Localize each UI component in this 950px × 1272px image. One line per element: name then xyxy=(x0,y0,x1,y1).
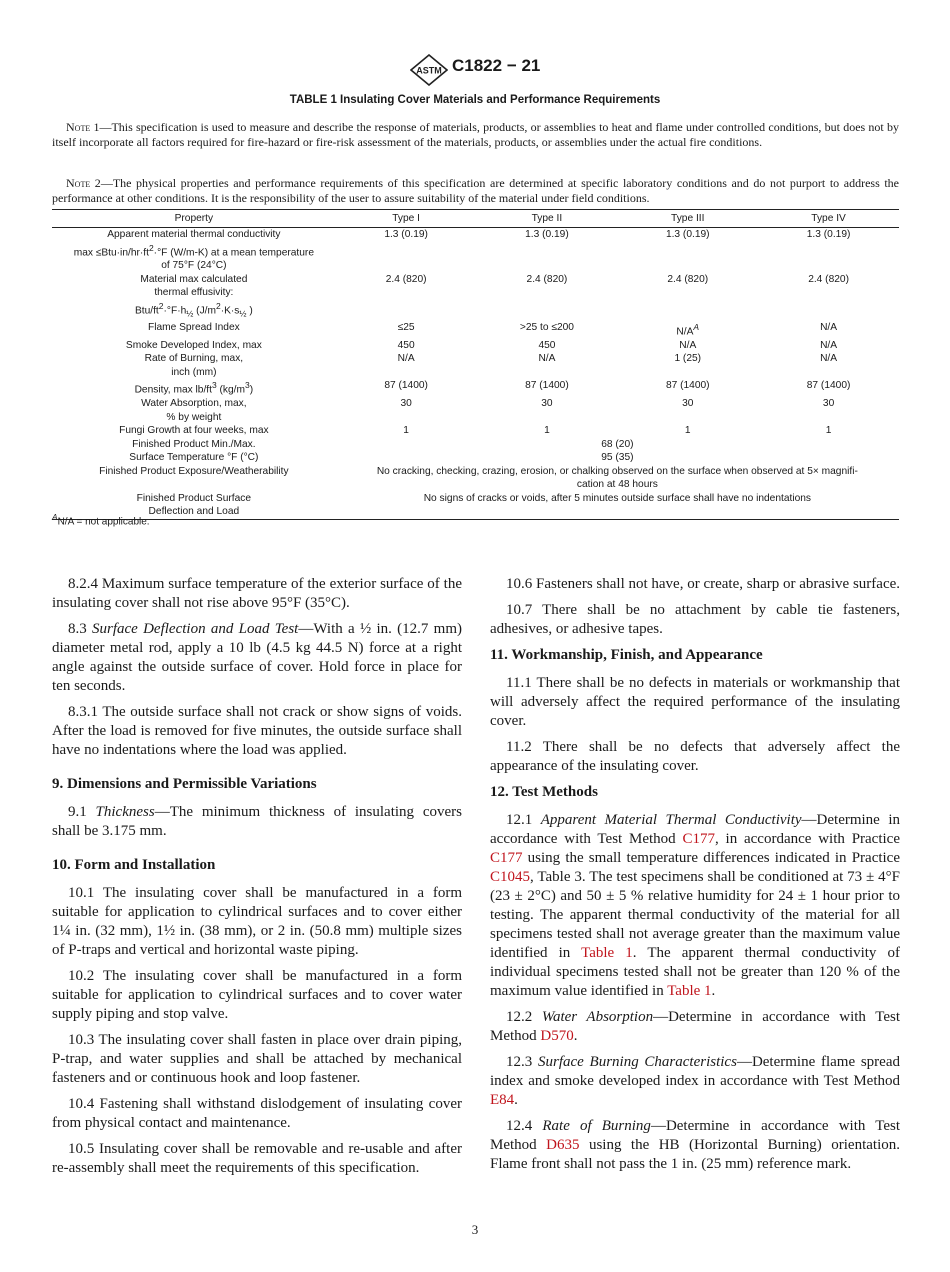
value-cell: 1.3 (0.19) xyxy=(525,229,569,240)
text-fragment: ·°F·h xyxy=(163,305,187,317)
value-cell: N/A xyxy=(820,353,838,365)
value-cell: 1 xyxy=(403,425,409,437)
text-fragment: . xyxy=(711,983,716,999)
table-row xyxy=(52,352,899,379)
value-cell-span: No signs of cracks or voids, after 5 minutes outside surface shall have no indentations xyxy=(423,492,812,504)
text-fragment: ·K·s xyxy=(220,305,240,317)
property-cell: Smoke Developed Index, max xyxy=(125,339,262,351)
value-cell: 87 (1400) xyxy=(806,380,851,392)
paragraph-10-2: 10.2 The insulating cover shall be manufactured in a form suitable for application to cylindrical surfaces and to cover water supply piping and stop valve. xyxy=(52,968,462,1022)
right-column xyxy=(490,575,900,1181)
col-header-property: Property xyxy=(174,213,214,225)
col-header-type-4: Type IV xyxy=(811,213,846,225)
table-row xyxy=(52,424,899,438)
paragraph-11-2: 11.2 There shall be no defects that adversely affect the appearance of the insulating cover. xyxy=(490,739,900,774)
value-cell: 1.3 (0.19) xyxy=(384,229,428,240)
document-designation: C1822 − 21 xyxy=(452,56,541,75)
value-cell: 1.3 (0.19) xyxy=(665,229,710,240)
section-heading-11: 11. Workmanship, Finish, and Appearance xyxy=(490,647,763,663)
text-fragment: —Determine in accordance with Test Method xyxy=(490,812,901,847)
col-header-type-1: Type I xyxy=(392,213,420,225)
paragraph-10-4: 10.4 Fastening shall withstand dislodgement of insulating cover from physical contact and maintenance. xyxy=(52,1096,462,1131)
section-heading-10: 10. Form and Installation xyxy=(52,857,216,873)
text-fragment: ) xyxy=(246,305,253,317)
value-cell: 87 (1400) xyxy=(525,380,569,392)
value-cell: 450 xyxy=(397,339,415,351)
text-fragment: max ≤Btu·in/hr·ft xyxy=(73,246,149,258)
property-cell: Flame Spread Index xyxy=(147,321,240,333)
table-row xyxy=(52,273,899,321)
paragraph-12-2 xyxy=(490,1008,900,1046)
table-row xyxy=(52,465,899,492)
property-line: % by weight xyxy=(166,411,222,423)
property-cell xyxy=(52,228,336,273)
paragraph-8-2-4: 8.2.4 Maximum surface temperature of the exterior surface of the insulating cover shall not rise above 95°F (35°C). xyxy=(52,576,462,611)
property-line: Deflection and Load xyxy=(148,506,240,518)
value-cell: >25 to ≤200 xyxy=(519,321,574,333)
spec-table xyxy=(52,209,899,520)
section-term: Surface Deflection and Load Test xyxy=(92,621,299,637)
table-header-row xyxy=(52,210,899,228)
text-fragment: in. (12.7 mm) diameter metal rod, apply a 10 lb (4.5 kg 44.5 N) force at a right angle against the outside surface of cover. Hold force in place for ten seconds. xyxy=(52,621,462,694)
property-cell xyxy=(52,273,336,321)
value-cell: 450 xyxy=(538,339,556,351)
property-cell xyxy=(52,379,336,397)
paragraph-8-3 xyxy=(52,620,462,696)
paragraph-11-1: 11.1 There shall be no defects in materials or workmanship that will adversely affect the required performance of the insulating cover. xyxy=(490,675,900,729)
left-column xyxy=(52,575,462,1185)
value-cell: 2.4 (820) xyxy=(526,273,568,285)
property-line: thermal effusivity: xyxy=(154,287,234,299)
value-cell-span xyxy=(336,465,899,492)
section-term: Water Absorption xyxy=(541,1009,654,1025)
subscript: ½ xyxy=(186,308,194,319)
superscript: 3 xyxy=(245,380,250,391)
link-c177[interactable]: C177 xyxy=(682,831,715,847)
table-title: TABLE 1 Insulating Cover Materials and Performance Requirements xyxy=(289,94,661,106)
col-header-type-3: Type III xyxy=(671,213,705,225)
link-d635[interactable]: D635 xyxy=(546,1137,580,1153)
table-row xyxy=(52,228,899,273)
value-cell: 30 xyxy=(541,398,553,410)
value-cell: N/A xyxy=(679,339,697,351)
note-1-label: Note 1 xyxy=(66,120,100,134)
table-row xyxy=(52,321,899,339)
text-fragment: 12.4 xyxy=(506,1118,543,1134)
spec-table-wrapper xyxy=(52,209,899,520)
table-row xyxy=(52,492,899,520)
property-line: Finished Product Surface xyxy=(136,492,252,504)
value-cell: N/A xyxy=(397,353,415,365)
fraction: ½ xyxy=(359,621,372,637)
link-d570[interactable]: D570 xyxy=(540,1028,574,1044)
property-line: of 75°F (24°C) xyxy=(161,260,227,272)
property-cell: Finished Product Min./Max. xyxy=(132,438,256,450)
text-fragment: —Determine in accordance with Test Method xyxy=(490,1118,900,1153)
footnote-marker: A xyxy=(693,321,700,332)
link-table-1-second[interactable]: Table 1 xyxy=(667,983,712,999)
property-cell: Finished Product Exposure/Weatherability xyxy=(99,465,289,477)
value-cell: 2.4 (820) xyxy=(667,273,709,285)
note-2 xyxy=(52,176,899,206)
page-header xyxy=(0,54,950,86)
property-line: Apparent material thermal conductivity xyxy=(107,229,281,240)
section-term: Thickness xyxy=(95,804,155,820)
paragraph-10-6: 10.6 Fasteners shall not have, or create, sharp or abrasive surface. xyxy=(506,576,901,592)
table-row xyxy=(52,379,899,397)
value-cell: N/A xyxy=(820,339,838,351)
value-cell-span: 95 (35) xyxy=(601,452,634,464)
property-line: Rate of Burning, max, xyxy=(144,353,244,365)
paragraph-12-4 xyxy=(490,1117,900,1174)
text-fragment: using the small temperature differences indicated in Practice xyxy=(522,850,900,866)
table-row xyxy=(52,397,899,424)
note-2-label: Note 2 xyxy=(66,176,101,190)
text-fragment: (kg/m xyxy=(216,384,245,396)
section-term: Rate of Burning xyxy=(542,1118,651,1134)
link-table-1[interactable]: Table 1 xyxy=(581,945,633,961)
property-line xyxy=(52,300,336,321)
property-line: Material max calculated xyxy=(140,273,248,285)
superscript: 2 xyxy=(148,242,154,253)
astm-logo-icon xyxy=(410,54,448,86)
text-fragment: 12.3 xyxy=(506,1054,538,1070)
value-cell: 1 (25) xyxy=(674,353,702,365)
paragraph-9-1 xyxy=(52,803,462,841)
value-cell: 87 (1400) xyxy=(384,380,428,392)
table-row xyxy=(52,438,899,452)
text-fragment: Btu/ft xyxy=(134,305,159,317)
note-2-text: —The physical properties and performance requirements of this specification are determined at specific laboratory conditions and do not purport to address the performance at other conditions. It is the responsibility of the user to assure suitability of the material under field conditions. xyxy=(52,176,899,205)
value-cell: 2.4 (820) xyxy=(808,273,849,285)
value-cell: N/A xyxy=(538,353,556,365)
property-cell xyxy=(52,397,336,424)
text-fragment: . xyxy=(573,1028,578,1044)
page-number: 3 xyxy=(471,1222,479,1237)
value-line: No cracking, checking, crazing, erosion, or chalking observed on the surface when observed at 5× magnifi- xyxy=(376,465,858,477)
property-line: Water Absorption, max, xyxy=(141,398,247,410)
col-header-type-2: Type II xyxy=(531,213,563,225)
paragraph-10-1: 10.1 The insulating cover shall be manufactured in a form suitable for application to cylindrical surfaces and to cover either 1¼ in. (32 mm), 1½ in. (38 mm), or 2 in. (50.8 mm) multiple sizes of P-traps and vertical and horizontal waste piping. xyxy=(52,885,462,958)
value-cell xyxy=(617,321,758,339)
paragraph-12-1 xyxy=(490,811,900,1001)
property-line xyxy=(52,242,336,260)
svg-text:ASTM: ASTM xyxy=(416,65,442,76)
section-term: Surface Burning Characteristics xyxy=(537,1054,737,1070)
subscript: ½ xyxy=(239,308,247,319)
link-c1045[interactable]: C1045 xyxy=(490,869,531,885)
section-heading-9: 9. Dimensions and Permissible Variations xyxy=(52,776,317,792)
text-fragment: ·°F (W/m-K) at a mean temperature xyxy=(153,246,314,258)
text-fragment: N/A xyxy=(676,326,694,338)
superscript: 2 xyxy=(158,300,164,311)
text-fragment: ) xyxy=(249,384,254,396)
section-heading-12: 12. Test Methods xyxy=(490,784,598,800)
text-fragment: 9.1 xyxy=(68,804,96,820)
text-fragment: 8.3 xyxy=(68,621,93,637)
note-1 xyxy=(52,120,899,150)
table-row xyxy=(52,451,899,465)
paragraph-10-7: 10.7 There shall be no attachment by cable tie fasteners, adhesives, or adhesive tapes. xyxy=(490,602,900,637)
value-cell: 1 xyxy=(825,425,832,437)
property-cell: Surface Temperature °F (°C) xyxy=(129,452,259,464)
link-e84[interactable]: E84 xyxy=(490,1092,515,1108)
text-fragment: —With a xyxy=(298,621,360,637)
text-fragment: , in accordance with Practice xyxy=(714,831,900,847)
text-fragment: . The apparent thermal conductivity of individual specimens tested shall not be greater than 120 % of the maximum value identified in xyxy=(490,945,900,999)
value-line: cation at 48 hours xyxy=(576,479,658,491)
text-fragment: (J/m xyxy=(193,305,216,317)
text-fragment: 12.1 xyxy=(506,812,541,828)
paragraph-10-3: 10.3 The insulating cover shall fasten in place over drain piping, P-trap, and water supplies and shall be attached by mechanical fasteners and or continuous hook and loop fastener. xyxy=(52,1032,462,1086)
value-cell-span: 68 (20) xyxy=(601,438,634,450)
section-term: Apparent Material Thermal Conductivity xyxy=(540,812,802,828)
property-line: inch (mm) xyxy=(171,366,217,378)
superscript: 2 xyxy=(215,300,221,311)
property-cell xyxy=(52,352,336,379)
value-cell: 2.4 (820) xyxy=(385,273,427,285)
paragraph-10-5: 10.5 Insulating cover shall be removable and re-usable and after re-assembly shall meet the requirements of this specification. xyxy=(52,1141,462,1176)
footnote-text: N/A = not applicable. xyxy=(57,516,150,528)
value-cell: 87 (1400) xyxy=(665,380,710,392)
text-fragment: 12.2 xyxy=(506,1009,542,1025)
value-cell: N/A xyxy=(820,321,838,333)
value-cell: 30 xyxy=(400,398,412,410)
text-fragment: , Table 3. The test specimens shall be conditioned at 73 ± 4°F (23 ± 2°C) and 50 ± 5 % relative humidity for 24 ± 1 hour prior to testing. The apparent thermal conductivity of the material for all specimens tested shall not average greater than the maximum value identified in xyxy=(490,869,900,961)
value-cell: 1 xyxy=(684,425,691,437)
value-cell: 30 xyxy=(822,398,835,410)
value-cell: 1 xyxy=(544,425,550,437)
paragraph-12-3 xyxy=(490,1053,900,1110)
value-cell: 30 xyxy=(682,398,694,410)
table-row xyxy=(52,339,899,353)
note-1-text: —This specification is used to measure and describe the response of materials, products, or assemblies to heat and flame under controlled conditions, but does not by itself incorporate all factors required for fire-hazard or fire-risk assessment of the materials, products, or assemblies under the actual fire conditions. xyxy=(52,120,900,149)
superscript: 3 xyxy=(211,380,217,391)
text-fragment: using the HB (Horizontal Burning) orientation. Flame front shall not pass the 1 in. (25 mm) reference mark. xyxy=(490,1137,900,1172)
text-fragment: —The minimum thickness of insulating covers shall be 3.175 mm. xyxy=(52,804,462,839)
value-cell: ≤25 xyxy=(397,321,415,333)
value-cell: 1.3 (0.19) xyxy=(806,229,851,240)
text-fragment: —Determine flame spread index and smoke developed index in accordance with Test Method xyxy=(490,1054,900,1089)
paragraph-8-3-1: 8.3.1 The outside surface shall not crack or show signs of voids. After the load is removed for five minutes, the outside surface shall have no indentations where the load was applied. xyxy=(52,704,462,758)
table-footnote xyxy=(52,512,150,527)
footnote-marker: A xyxy=(52,512,58,522)
text-fragment: Density, max lb/ft xyxy=(134,384,212,396)
property-cell: Fungi Growth at four weeks, max xyxy=(119,425,269,437)
text-fragment: —Determine in accordance with Test Method xyxy=(490,1009,900,1044)
text-fragment: . xyxy=(514,1092,518,1108)
link-c177-practice[interactable]: C177 xyxy=(490,850,523,866)
